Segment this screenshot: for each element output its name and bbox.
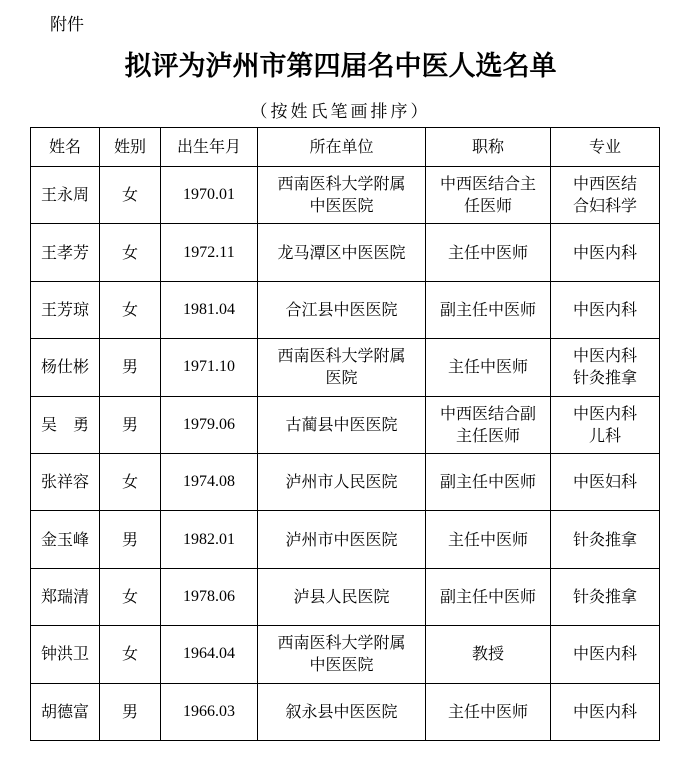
cell-title: 副主任中医师 xyxy=(426,453,551,510)
cell-specialty: 中医内科 儿科 xyxy=(551,396,660,453)
cell-gender: 男 xyxy=(100,339,161,396)
header-name: 姓名 xyxy=(31,128,100,167)
cell-gender: 男 xyxy=(100,511,161,568)
cell-name: 金玉峰 xyxy=(31,511,100,568)
cell-title: 教授 xyxy=(426,626,551,683)
table-row xyxy=(31,339,660,396)
cell-specialty: 针灸推拿 xyxy=(551,568,660,625)
cell-name: 王孝芳 xyxy=(31,224,100,281)
cell-name: 郑瑞清 xyxy=(31,568,100,625)
cell-name: 王芳琼 xyxy=(31,281,100,338)
table-row xyxy=(31,453,660,510)
cell-title: 主任中医师 xyxy=(426,224,551,281)
cell-birth: 1970.01 xyxy=(161,167,258,224)
cell-birth: 1981.04 xyxy=(161,281,258,338)
cell-unit: 泸县人民医院 xyxy=(258,568,426,625)
cell-gender: 男 xyxy=(100,396,161,453)
cell-name: 吴 勇 xyxy=(31,396,100,453)
table-row xyxy=(31,281,660,338)
cell-name: 杨仕彬 xyxy=(31,339,100,396)
cell-specialty: 中医内科 xyxy=(551,224,660,281)
cell-unit: 西南医科大学附属 中医医院 xyxy=(258,626,426,683)
header-title: 职称 xyxy=(426,128,551,167)
document-subtitle: （按姓氏笔画排序） xyxy=(250,102,431,122)
cell-specialty: 中医内科 xyxy=(551,281,660,338)
table-row xyxy=(31,511,660,568)
cell-specialty: 中医妇科 xyxy=(551,453,660,510)
cell-unit: 古蔺县中医医院 xyxy=(258,396,426,453)
cell-specialty: 中医内科 xyxy=(551,683,660,740)
candidate-table xyxy=(30,127,660,741)
cell-title: 中西医结合主 任医师 xyxy=(426,167,551,224)
cell-specialty: 中医内科 针灸推拿 xyxy=(551,339,660,396)
cell-birth: 1964.04 xyxy=(161,626,258,683)
header-birth: 出生年月 xyxy=(161,128,258,167)
cell-gender: 女 xyxy=(100,568,161,625)
cell-birth: 1979.06 xyxy=(161,396,258,453)
cell-unit: 叙永县中医医院 xyxy=(258,683,426,740)
cell-birth: 1982.01 xyxy=(161,511,258,568)
cell-name: 王永周 xyxy=(31,167,100,224)
cell-gender: 女 xyxy=(100,167,161,224)
cell-specialty: 针灸推拿 xyxy=(551,511,660,568)
cell-unit: 龙马潭区中医医院 xyxy=(258,224,426,281)
table-header-row xyxy=(31,128,660,167)
table-row xyxy=(31,224,660,281)
cell-gender: 男 xyxy=(100,683,161,740)
cell-unit: 合江县中医医院 xyxy=(258,281,426,338)
table-row xyxy=(31,626,660,683)
cell-gender: 女 xyxy=(100,281,161,338)
cell-title: 主任中医师 xyxy=(426,339,551,396)
cell-title: 主任中医师 xyxy=(426,511,551,568)
table-row xyxy=(31,396,660,453)
cell-title: 中西医结合副 主任医师 xyxy=(426,396,551,453)
cell-gender: 女 xyxy=(100,626,161,683)
cell-name: 胡德富 xyxy=(31,683,100,740)
cell-specialty: 中西医结 合妇科学 xyxy=(551,167,660,224)
cell-title: 主任中医师 xyxy=(426,683,551,740)
cell-birth: 1978.06 xyxy=(161,568,258,625)
cell-name: 张祥容 xyxy=(31,453,100,510)
table-row xyxy=(31,568,660,625)
cell-specialty: 中医内科 xyxy=(551,626,660,683)
cell-unit: 泸州市人民医院 xyxy=(258,453,426,510)
table-row xyxy=(31,683,660,740)
header-unit: 所在单位 xyxy=(258,128,426,167)
cell-unit: 西南医科大学附属 医院 xyxy=(258,339,426,396)
cell-unit: 西南医科大学附属 中医医院 xyxy=(258,167,426,224)
cell-birth: 1966.03 xyxy=(161,683,258,740)
table-row xyxy=(31,167,660,224)
attachment-label: 附件 xyxy=(50,15,84,35)
cell-title: 副主任中医师 xyxy=(426,568,551,625)
cell-unit: 泸州市中医医院 xyxy=(258,511,426,568)
cell-title: 副主任中医师 xyxy=(426,281,551,338)
cell-name: 钟洪卫 xyxy=(31,626,100,683)
cell-gender: 女 xyxy=(100,224,161,281)
document-title: 拟评为泸州市第四届名中医人选名单 xyxy=(124,51,557,82)
cell-gender: 女 xyxy=(100,453,161,510)
cell-birth: 1971.10 xyxy=(161,339,258,396)
cell-birth: 1972.11 xyxy=(161,224,258,281)
header-gender: 姓别 xyxy=(100,128,161,167)
cell-birth: 1974.08 xyxy=(161,453,258,510)
header-specialty: 专业 xyxy=(551,128,660,167)
